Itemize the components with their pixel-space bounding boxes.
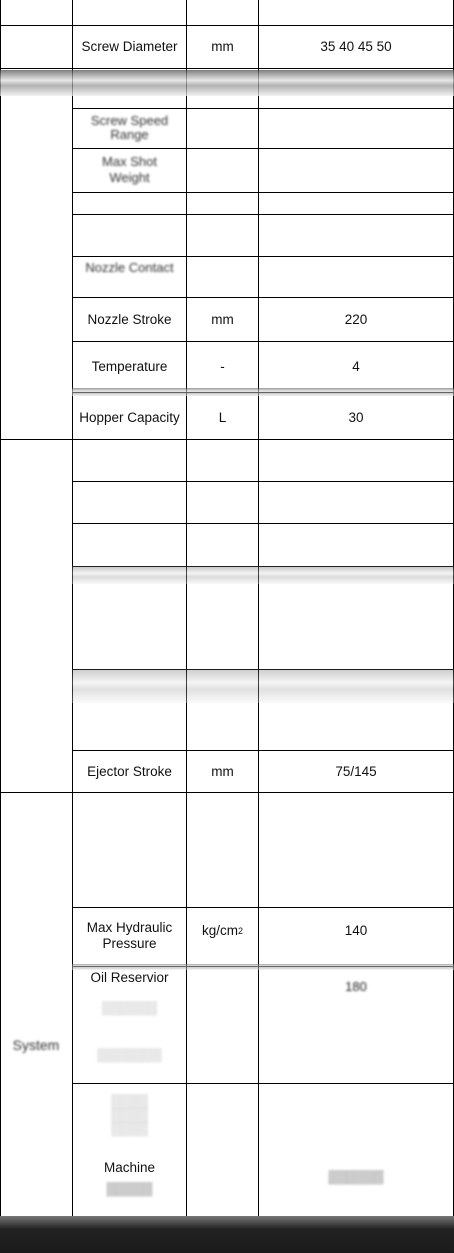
table-border-left [0, 0, 1, 1253]
scan-footer-band [0, 1216, 454, 1253]
max-hydraulic-pressure-unit [187, 908, 258, 954]
blurred-text: ▒▒▒▒▒ [106, 1181, 153, 1196]
screw-diameter-value: 35 40 45 50 [320, 39, 392, 54]
unit-superscript: 2 [238, 926, 244, 936]
screw-speed-label-blurred: Screw Speed Range [90, 113, 169, 142]
row-line [0, 68, 454, 69]
nozzle-stroke-value: 220 [344, 311, 368, 327]
col-divider-2 [186, 0, 187, 1253]
blurred-value: ▒▒▒▒▒▒ [328, 1169, 384, 1184]
row-line [72, 214, 454, 215]
oil-reservior-label: Oil Reservior [90, 970, 169, 985]
row-line [72, 192, 454, 193]
max-hydraulic-pressure-label-line2: Pressure [102, 936, 157, 951]
oil-reservior-value: 180 [345, 979, 367, 994]
nozzle-contact-label-blurred: Nozzle Contact [85, 260, 174, 275]
ejector-stroke-label: Ejector Stroke [87, 763, 172, 779]
scan-smear [0, 70, 454, 96]
max-shot-label-blurred-2: Weight [109, 170, 150, 185]
temperature-label: Temperature [91, 359, 168, 374]
col-divider-3 [258, 0, 259, 1253]
blurred-text: ▒▒▒▒▒▒▒ [97, 1047, 162, 1062]
row-line [0, 792, 454, 793]
ejector-stroke-unit: mm [211, 763, 234, 779]
hopper-capacity-label: Hopper Capacity [79, 410, 180, 425]
ejector-stroke-value: 75/145 [335, 763, 377, 779]
blurred-text: ▒▒▒▒ ▒▒▒▒ ▒▒▒▒ [111, 1093, 148, 1136]
scan-smear [72, 566, 454, 584]
max-shot-label-blurred: Max Shot [102, 154, 157, 169]
row-line [72, 523, 454, 524]
unit-base: kg/cm [201, 923, 238, 938]
max-hydraulic-pressure-label [73, 908, 186, 964]
row-line [0, 439, 454, 440]
machine-label: Machine [103, 1160, 156, 1175]
row-line [72, 108, 454, 109]
row-line [72, 481, 454, 482]
temperature-unit: - [220, 359, 225, 374]
nozzle-stroke-label: Nozzle Stroke [87, 311, 172, 327]
temperature-value: 4 [352, 359, 360, 374]
row-line [72, 256, 454, 257]
system-label-blurred: System [12, 1037, 60, 1053]
blurred-text: ▒▒▒▒▒▒ [101, 1000, 158, 1015]
max-hydraulic-pressure-label-line1: Max Hydraulic [86, 920, 173, 935]
row-line [72, 148, 454, 149]
screw-diameter-label: Screw Diameter [81, 39, 178, 54]
max-hydraulic-pressure-value: 140 [344, 923, 368, 938]
row-line [72, 1083, 454, 1084]
hopper-capacity-value: 30 [348, 410, 364, 425]
nozzle-stroke-unit: mm [211, 311, 234, 327]
scan-smear [72, 669, 454, 703]
hopper-capacity-unit: L [218, 410, 227, 425]
screw-diameter-unit: mm [211, 39, 234, 54]
